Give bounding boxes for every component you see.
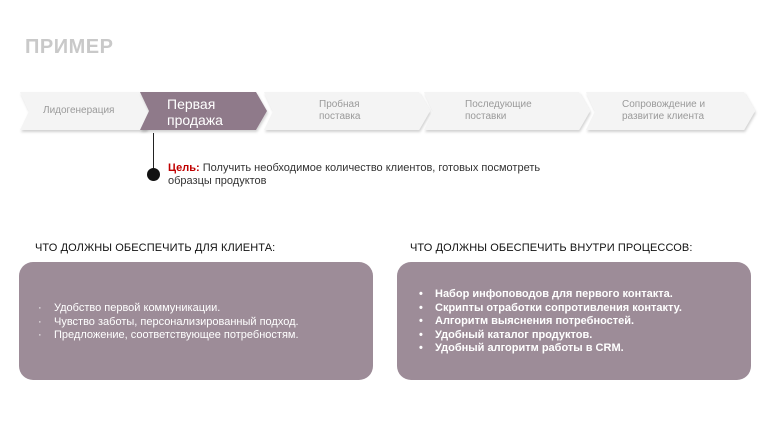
- stage-label-lidogeneration: Лидогенерация: [43, 105, 115, 116]
- stage-label-line1: Пробная: [319, 99, 360, 110]
- list-item-text: Скрипты отработки сопротивления контакту.: [435, 301, 682, 314]
- list-item-text: Чувство заботы, персонализированный подход.: [54, 315, 299, 328]
- stage-label-line2: поставки: [465, 111, 507, 122]
- page-title: ПРИМЕР: [25, 36, 114, 58]
- stage-label-line1: Сопровождение и: [622, 99, 706, 110]
- client-section-header: ЧТО ДОЛЖНЫ ОБЕСПЕЧИТЬ ДЛЯ КЛИЕНТА:: [35, 242, 276, 254]
- list-item: [38, 315, 299, 330]
- stage-label-subsequent: [465, 99, 532, 123]
- process-requirements-box: [397, 262, 751, 380]
- goal-marker-dot: [147, 168, 160, 181]
- bullet-icon: ·: [38, 315, 42, 328]
- stage-label-line2: продажа: [167, 112, 223, 128]
- stage-label-first-sale: [167, 96, 223, 128]
- goal-text: [168, 162, 548, 188]
- list-item: [38, 302, 299, 316]
- client-requirements-box: [19, 262, 373, 380]
- stage-label-line2: поставка: [319, 111, 361, 122]
- process-section-header: ЧТО ДОЛЖНЫ ОБЕСПЕЧИТЬ ВНУТРИ ПРОЦЕССОВ:: [410, 242, 693, 254]
- list-item-text: Алгоритм выяснения потребностей.: [435, 315, 635, 327]
- list-item-text: Удобный алгоритм работы в CRM.: [435, 342, 624, 354]
- bullet-icon: •: [419, 288, 423, 300]
- list-item-text: Удобный каталог продуктов.: [435, 328, 593, 341]
- list-item: [419, 301, 682, 316]
- goal-label: Цель:: [168, 162, 200, 174]
- bullet-icon: •: [419, 315, 423, 327]
- bullet-icon: •: [419, 328, 423, 341]
- goal-description: Получить необходимое количество клиентов, готовых посмотреть образцы продуктов: [168, 162, 541, 187]
- bullet-icon: ·: [38, 302, 42, 314]
- stage-label-trial-delivery: [319, 99, 360, 123]
- bullet-icon: •: [419, 301, 423, 314]
- bullet-icon: •: [419, 342, 423, 354]
- stage-label-line2: развитие клиента: [622, 111, 705, 122]
- client-requirements-list: [38, 302, 299, 343]
- list-item: [419, 288, 682, 302]
- process-requirements-list: [419, 288, 682, 356]
- list-item-text: Набор инфоповодов для первого контакта.: [435, 288, 673, 300]
- list-item: [419, 328, 682, 343]
- stage-label-line1: Последующие: [465, 99, 532, 110]
- stage-label-support: [622, 99, 705, 123]
- list-item-text: Предложение, соответствующее потребностям.: [54, 329, 299, 341]
- stage-label-line1: Первая: [167, 96, 216, 112]
- list-item: [419, 342, 682, 356]
- list-item: [419, 315, 682, 329]
- bullet-icon: ·: [38, 329, 42, 341]
- list-item-text: Удобство первой коммуникации.: [54, 302, 221, 314]
- list-item: [38, 329, 299, 343]
